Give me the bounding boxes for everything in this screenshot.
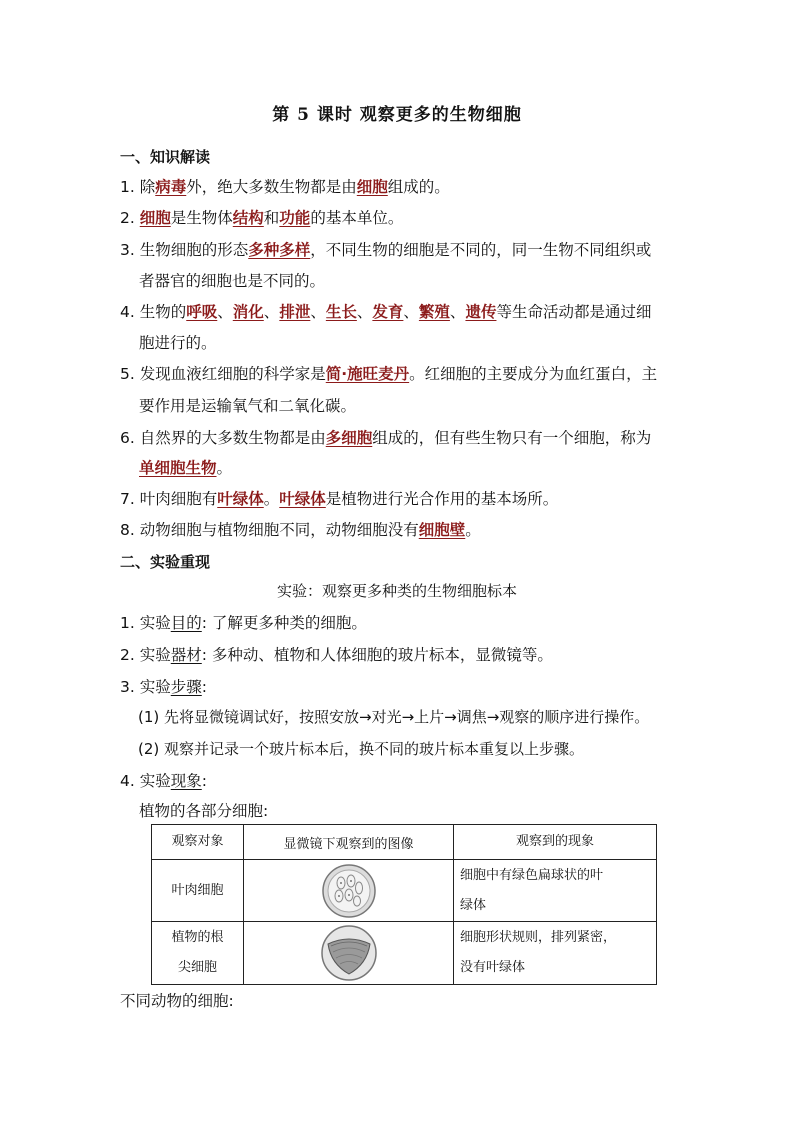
- keyword: 呼吸: [186, 303, 218, 321]
- table-header: 显微镜下观察到的图像: [244, 825, 454, 860]
- underlined-term: 现象: [170, 772, 202, 790]
- cell-text: 没有叶绿体: [460, 960, 526, 975]
- text: 实验: [139, 772, 171, 790]
- keyword: 单细胞生物: [139, 459, 217, 477]
- separator: 、: [263, 303, 280, 321]
- text: 实验: [139, 614, 171, 632]
- separator: 、: [217, 303, 233, 321]
- item-number: 3.: [120, 678, 135, 696]
- root-tip-micrograph: [319, 924, 379, 982]
- item-number: 4.: [120, 772, 135, 790]
- table-header: 观察对象: [152, 825, 244, 860]
- cell-text: 叶肉细胞: [171, 882, 224, 898]
- cell-text: 细胞形状规则，排列紧密，: [460, 930, 617, 945]
- knowledge-item-6: [120, 426, 651, 448]
- experiment-title: 实验：观察更多种类的生物细胞标本: [276, 582, 517, 600]
- table-row: [152, 860, 657, 922]
- text: 是植物进行光合作用的基本场所。: [325, 490, 559, 508]
- cell-text: 绿体: [460, 897, 487, 913]
- item-number: 7.: [120, 490, 135, 508]
- keyword: 细胞: [356, 178, 388, 196]
- knowledge-item-4-cont: 胞进行的。: [139, 334, 217, 352]
- text: :: [201, 678, 207, 696]
- keyword: 细胞壁: [418, 521, 466, 539]
- page-title: 第 5 课时 观察更多的生物细胞: [272, 105, 522, 125]
- animal-cells-label: 不同动物的细胞:: [120, 992, 234, 1010]
- text: :: [201, 772, 207, 790]
- keyword: 细胞: [139, 209, 171, 227]
- experiment-item-1: [120, 611, 367, 633]
- item-number: 5.: [120, 365, 135, 383]
- plant-cells-label: 植物的各部分细胞:: [139, 802, 269, 820]
- table-header-row: [152, 825, 657, 860]
- text: 。: [263, 490, 280, 508]
- text: ，不同生物的细胞是不同的，同一生物不同组织或: [310, 241, 652, 259]
- keyword: 病毒: [155, 178, 187, 196]
- item-number: 1.: [120, 614, 135, 632]
- text: 生物细胞的形态: [139, 241, 249, 259]
- text: : 了解更多种类的细胞。: [201, 614, 367, 632]
- cell-text: 尖细胞: [177, 960, 217, 975]
- separator: 、: [449, 303, 466, 321]
- text: 外，绝大多数生物都是由: [186, 178, 357, 196]
- text: 是生物体: [170, 209, 233, 227]
- table-cell-image: [244, 860, 454, 922]
- keyword: 多细胞: [325, 429, 373, 447]
- leaf-mesophyll-micrograph: [321, 863, 377, 919]
- item-number: 2.: [120, 646, 135, 664]
- text: 叶肉细胞有: [139, 490, 218, 508]
- table-cell-phenomenon: [454, 860, 657, 922]
- experiment-step-2: (2) 观察并记录一个玻片标本后，换不同的玻片标本重复以上步骤。: [138, 740, 585, 758]
- section-heading-experiment: 二、实验重现: [120, 553, 211, 571]
- section-heading-knowledge: 一、知识解读: [120, 148, 211, 166]
- keyword: 结构: [232, 209, 264, 227]
- table-cell-object: [152, 922, 244, 985]
- text: 除: [139, 178, 156, 196]
- keyword: 遗传: [465, 303, 497, 321]
- keyword: 简·施旺麦丹: [325, 365, 410, 383]
- underlined-term: 步骤: [170, 678, 202, 696]
- text: 自然界的大多数生物都是由: [139, 429, 326, 447]
- text: 。: [216, 459, 233, 477]
- underlined-term: 器材: [170, 646, 202, 664]
- cell-text: 植物的根: [171, 930, 224, 945]
- knowledge-item-7: [120, 487, 558, 509]
- keyword: 多种多样: [248, 241, 311, 259]
- text: 和: [263, 209, 280, 227]
- experiment-item-2: [120, 643, 553, 665]
- item-number: 8.: [120, 521, 135, 539]
- item-number: 1.: [120, 178, 135, 196]
- knowledge-item-5: [120, 362, 657, 384]
- text: 。红细胞的主要成分为血红蛋白，主: [409, 365, 658, 383]
- experiment-item-4: [120, 769, 207, 791]
- keyword: 排泄: [279, 303, 311, 321]
- keyword: 功能: [279, 209, 311, 227]
- text: 实验: [139, 678, 171, 696]
- item-number: 6.: [120, 429, 135, 447]
- item-number: 4.: [120, 303, 135, 321]
- table-cell-image: [244, 922, 454, 985]
- text: 等生命活动都是通过细: [496, 303, 652, 321]
- item-number: 2.: [120, 209, 135, 227]
- knowledge-item-6-cont: [139, 456, 232, 478]
- text: 组成的，但有些生物只有一个细胞，称为: [372, 429, 652, 447]
- experiment-step-1: (1) 先将显微镜调试好，按照安放→对光→上片→调焦→观察的顺序进行操作。: [138, 708, 650, 726]
- table-cell-object: [152, 860, 244, 922]
- separator: 、: [356, 303, 373, 321]
- table-cell-phenomenon: [454, 922, 657, 985]
- knowledge-item-1: [120, 175, 450, 197]
- separator: 、: [310, 303, 326, 321]
- experiment-item-3: [120, 675, 207, 697]
- separator: 、: [403, 303, 419, 321]
- text: : 多种动、植物和人体细胞的玻片标本，显微镜等。: [201, 646, 553, 664]
- text: 组成的。: [387, 178, 450, 196]
- table-header: 观察到的现象: [454, 825, 657, 860]
- text: 发现血液红细胞的科学家是: [139, 365, 326, 383]
- knowledge-item-8: [120, 518, 481, 540]
- knowledge-item-2: [120, 206, 403, 228]
- knowledge-item-5-cont: 要作用是运输氧气和二氧化碳。: [139, 397, 357, 415]
- keyword: 生长: [325, 303, 357, 321]
- text: 动物细胞与植物细胞不同，动物细胞没有: [139, 521, 419, 539]
- knowledge-item-4: [120, 300, 651, 322]
- keyword: 叶绿体: [279, 490, 326, 508]
- knowledge-item-3: [120, 238, 651, 260]
- cell-text: 细胞中有绿色扁球状的叶: [460, 867, 604, 883]
- keyword: 消化: [232, 303, 264, 321]
- text: 的基本单位。: [310, 209, 404, 227]
- keyword: 叶绿体: [217, 490, 264, 508]
- text: 。: [465, 521, 481, 539]
- knowledge-item-3-cont: 者器官的细胞也是不同的。: [139, 272, 326, 290]
- item-number: 3.: [120, 241, 135, 259]
- keyword: 繁殖: [418, 303, 450, 321]
- observation-table: [151, 824, 657, 985]
- table-row: [152, 922, 657, 985]
- text: 实验: [139, 646, 171, 664]
- underlined-term: 目的: [170, 614, 202, 632]
- text: 生物的: [139, 303, 187, 321]
- keyword: 发育: [372, 303, 404, 321]
